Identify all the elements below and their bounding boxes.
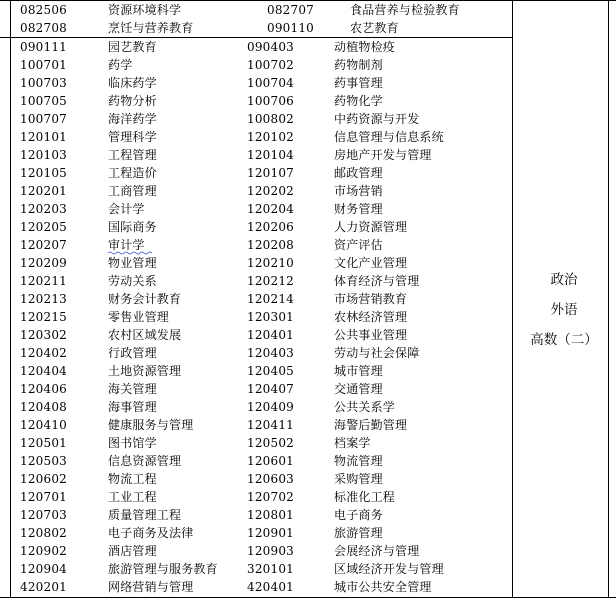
major-name-a: 工业工程 xyxy=(108,490,157,504)
major-name-a: 海事管理 xyxy=(108,400,157,414)
major-code-a: 120503 xyxy=(20,454,68,468)
major-name-b: 采购管理 xyxy=(334,472,383,486)
major-code-b: 120901 xyxy=(247,526,295,540)
major-name-a: 行政管理 xyxy=(108,346,157,360)
major-name-b: 食品营养与检验教育 xyxy=(350,3,460,17)
subject-politics: 政治 xyxy=(550,272,578,288)
major-code-a: 120211 xyxy=(20,274,68,288)
table-row xyxy=(10,74,510,92)
major-name-b: 公共事业管理 xyxy=(334,328,408,342)
major-code-a: 120402 xyxy=(20,346,68,360)
table-row xyxy=(10,470,510,488)
major-name-a: 管理科学 xyxy=(108,130,157,144)
major-code-b: 120411 xyxy=(247,418,295,432)
major-name-b: 人力资源管理 xyxy=(334,220,408,234)
major-code-b: 120102 xyxy=(247,130,295,144)
table-row xyxy=(10,182,510,200)
major-name-b: 文化产业管理 xyxy=(334,256,408,270)
major-code-a: 120904 xyxy=(20,562,68,576)
subject-foreign-language: 外语 xyxy=(550,302,578,318)
major-name-a: 农村区域发展 xyxy=(108,328,182,342)
major-name-a: 园艺教育 xyxy=(108,40,157,54)
major-name-b: 财务管理 xyxy=(334,202,383,216)
major-name-a: 物流工程 xyxy=(108,472,157,486)
major-name-a: 财务会计教育 xyxy=(108,292,182,306)
spellcheck-underline xyxy=(108,251,152,255)
table-row xyxy=(10,92,510,110)
major-code-a: 120213 xyxy=(20,292,68,306)
major-name-a: 临床药学 xyxy=(108,76,157,90)
major-name-a: 信息资源管理 xyxy=(108,454,182,468)
major-code-b: 120204 xyxy=(247,202,295,216)
major-code-b: 320101 xyxy=(247,562,295,576)
major-code-a: 120302 xyxy=(20,328,68,342)
major-name-a: 资源环境科学 xyxy=(108,3,182,17)
major-code-b: 120409 xyxy=(247,400,295,414)
table-row xyxy=(10,578,510,596)
table-row xyxy=(10,110,510,128)
major-name-b: 标准化工程 xyxy=(334,490,396,504)
major-code-b: 090110 xyxy=(267,21,315,35)
major-name-a: 烹饪与营养教育 xyxy=(108,21,194,35)
major-code-b: 120104 xyxy=(247,148,295,162)
major-name-b: 药物制剂 xyxy=(334,58,383,72)
major-name-a: 土地资源管理 xyxy=(108,364,182,378)
table-row xyxy=(10,128,510,146)
major-code-a: 100701 xyxy=(20,58,68,72)
major-code-b: 420401 xyxy=(247,580,295,594)
major-name-b: 城市公共安全管理 xyxy=(334,580,432,594)
major-code-b: 120301 xyxy=(247,310,295,324)
major-name-b: 城市管理 xyxy=(334,364,383,378)
major-name-b: 海警后勤管理 xyxy=(334,418,408,432)
major-code-b: 120208 xyxy=(247,238,295,252)
major-code-b: 120601 xyxy=(247,454,295,468)
major-code-a: 120205 xyxy=(20,220,68,234)
major-name-b: 信息管理与信息系统 xyxy=(334,130,444,144)
exam-subjects xyxy=(512,265,616,355)
major-code-a: 120103 xyxy=(20,148,68,162)
major-name-b: 劳动与社会保障 xyxy=(334,346,420,360)
major-code-a: 120215 xyxy=(20,310,68,324)
table-row xyxy=(10,236,510,254)
major-name-a: 药学 xyxy=(108,58,133,72)
major-name-a: 电子商务及法律 xyxy=(108,526,194,540)
major-name-b: 市场营销 xyxy=(334,184,383,198)
major-code-a: 120203 xyxy=(20,202,68,216)
major-code-b: 120702 xyxy=(247,490,295,504)
major-code-a: 120703 xyxy=(20,508,68,522)
table-row xyxy=(10,1,510,19)
major-code-b: 082707 xyxy=(267,3,315,17)
major-code-a: 120101 xyxy=(20,130,68,144)
major-name-b: 农林经济管理 xyxy=(334,310,408,324)
table-row xyxy=(10,398,510,416)
major-name-a: 海洋药学 xyxy=(108,112,157,126)
table-row xyxy=(10,56,510,74)
major-code-b: 090403 xyxy=(247,40,295,54)
major-code-b: 120107 xyxy=(247,166,295,180)
major-name-a: 劳动关系 xyxy=(108,274,157,288)
major-name-a: 国际商务 xyxy=(108,220,157,234)
major-code-b: 120903 xyxy=(247,544,295,558)
major-code-a: 100703 xyxy=(20,76,68,90)
major-name-a: 酒店管理 xyxy=(108,544,157,558)
table-row xyxy=(10,146,510,164)
major-code-b: 100702 xyxy=(247,58,295,72)
major-name-b: 市场营销教育 xyxy=(334,292,408,306)
major-name-a: 物业管理 xyxy=(108,256,157,270)
major-name-b: 资产评估 xyxy=(334,238,383,252)
major-code-b: 120403 xyxy=(247,346,295,360)
major-name-b: 药事管理 xyxy=(334,76,383,90)
major-name-b: 药物化学 xyxy=(334,94,383,108)
table-row xyxy=(10,488,510,506)
table-row xyxy=(10,524,510,542)
table-row xyxy=(10,38,510,56)
table-row xyxy=(10,362,510,380)
table-row xyxy=(10,344,510,362)
major-code-a: 100705 xyxy=(20,94,68,108)
major-code-a: 120902 xyxy=(20,544,68,558)
major-code-a: 100707 xyxy=(20,112,68,126)
major-name-a: 审计学 xyxy=(108,238,145,252)
major-name-b: 区域经济开发与管理 xyxy=(334,562,444,576)
major-code-b: 120210 xyxy=(247,256,295,270)
major-code-b: 120502 xyxy=(247,436,295,450)
table-row xyxy=(10,326,510,344)
major-code-a: 082506 xyxy=(20,3,68,17)
major-name-a: 工程管理 xyxy=(108,148,157,162)
major-code-a: 090111 xyxy=(20,40,68,54)
table-row xyxy=(10,506,510,524)
major-code-a: 120209 xyxy=(20,256,68,270)
major-name-b: 档案学 xyxy=(334,436,371,450)
major-code-a: 120201 xyxy=(20,184,68,198)
major-code-a: 120404 xyxy=(20,364,68,378)
major-name-a: 旅游管理与服务教育 xyxy=(108,562,218,576)
major-name-b: 动植物检疫 xyxy=(334,40,396,54)
major-name-b: 会展经济与管理 xyxy=(334,544,420,558)
table-row xyxy=(10,560,510,578)
major-code-a: 120105 xyxy=(20,166,68,180)
major-code-a: 120501 xyxy=(20,436,68,450)
table-bottom-border xyxy=(0,597,616,598)
table-row xyxy=(10,200,510,218)
major-name-b: 公共关系学 xyxy=(334,400,396,414)
table-row xyxy=(10,380,510,398)
major-code-a: 120701 xyxy=(20,490,68,504)
major-code-b: 120212 xyxy=(247,274,295,288)
major-code-a: 120207 xyxy=(20,238,68,252)
major-name-b: 农艺教育 xyxy=(350,21,399,35)
subject-math-2: 高数（二） xyxy=(530,332,598,348)
major-code-b: 120401 xyxy=(247,328,295,342)
major-name-b: 邮政管理 xyxy=(334,166,383,180)
major-code-a: 082708 xyxy=(20,21,68,35)
major-name-b: 房地产开发与管理 xyxy=(334,148,432,162)
major-code-b: 100706 xyxy=(247,94,295,108)
major-name-b: 交通管理 xyxy=(334,382,383,396)
table-row xyxy=(10,218,510,236)
major-code-b: 120603 xyxy=(247,472,295,486)
major-name-a: 会计学 xyxy=(108,202,145,216)
major-name-b: 旅游管理 xyxy=(334,526,383,540)
major-code-b: 100802 xyxy=(247,112,295,126)
major-code-a: 120408 xyxy=(20,400,68,414)
major-code-b: 100704 xyxy=(247,76,295,90)
major-code-a: 120602 xyxy=(20,472,68,486)
table-row xyxy=(10,19,510,37)
table-row xyxy=(10,308,510,326)
major-code-b: 120202 xyxy=(247,184,295,198)
table-row xyxy=(10,272,510,290)
major-name-b: 中药资源与开发 xyxy=(334,112,420,126)
table-row xyxy=(10,290,510,308)
major-name-b: 电子商务 xyxy=(334,508,383,522)
major-name-b: 体育经济与管理 xyxy=(334,274,420,288)
major-name-a: 药物分析 xyxy=(108,94,157,108)
major-name-a: 工商管理 xyxy=(108,184,157,198)
major-name-a: 质量管理工程 xyxy=(108,508,182,522)
table-row xyxy=(10,254,510,272)
major-name-b: 物流管理 xyxy=(334,454,383,468)
major-code-a: 120802 xyxy=(20,526,68,540)
major-name-a: 海关管理 xyxy=(108,382,157,396)
major-name-a: 健康服务与管理 xyxy=(108,418,194,432)
table-row xyxy=(10,164,510,182)
major-code-b: 120801 xyxy=(247,508,295,522)
major-code-a: 120410 xyxy=(20,418,68,432)
major-code-b: 120407 xyxy=(247,382,295,396)
table-row xyxy=(10,542,510,560)
major-code-a: 120406 xyxy=(20,382,68,396)
major-code-b: 120214 xyxy=(247,292,295,306)
major-name-a: 零售业管理 xyxy=(108,310,170,324)
table-row xyxy=(10,416,510,434)
table-row xyxy=(10,452,510,470)
major-name-a: 网络营销与管理 xyxy=(108,580,194,594)
major-code-b: 120206 xyxy=(247,220,295,234)
major-name-a: 工程造价 xyxy=(108,166,157,180)
major-code-a: 420201 xyxy=(20,580,68,594)
table-row xyxy=(10,434,510,452)
major-name-a: 图书馆学 xyxy=(108,436,157,450)
major-code-b: 120405 xyxy=(247,364,295,378)
